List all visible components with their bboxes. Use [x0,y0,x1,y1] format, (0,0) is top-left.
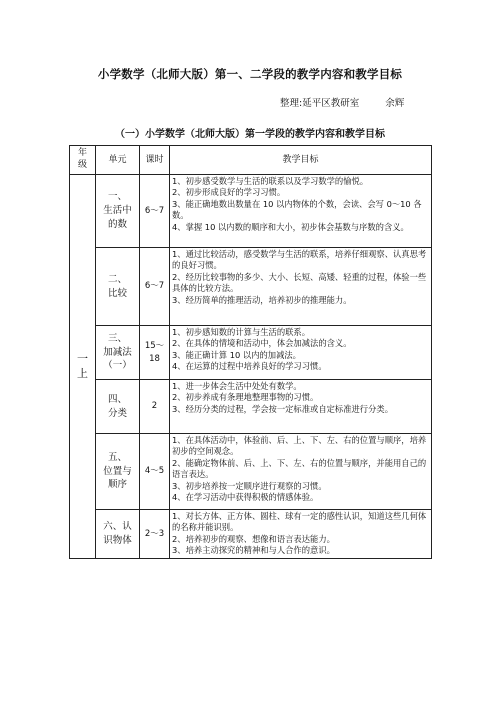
header-unit: 单元 [96,146,140,175]
table-row [70,248,432,326]
section-title: （一）小学数学（北师大版）第一学段的教学内容和教学目标 [115,129,385,140]
header-grade: 年 级 [70,146,96,175]
objective-item: 1、在具体活动中，体验前、后、上、下、左、右的位置与顺序，培养初步的空间观念。 [172,435,427,457]
unit-cell: 三、 加减法 （一） [96,326,140,380]
header-objectives: 教学目标 [170,146,432,175]
table-row [70,326,432,380]
objective-item: 2、能确定物体前、后、上、下、左、右的位置与顺序，并能用自己的语言表达。 [172,457,427,480]
author-line [280,95,404,109]
table-header-row [70,146,432,175]
unit-cell: 一、 生活中 的数 [96,175,140,248]
compiler-label: 整理:延平区教研室 [280,98,360,109]
objective-item: 1、初步感知数的计算与生活的联系。 [172,327,311,337]
hours-cell: 4～5 [140,434,170,510]
objective-item: 1、对长方体、正方体、圆柱、球有一定的感性认识，知道这些几何体的名称并能识别。 [172,511,427,533]
objective-item: 3、初步培养按一定顺序进行观察的习惯。 [172,480,327,491]
grade-cell: 一 上 [70,175,96,559]
unit-cell: 二、 比较 [96,248,140,326]
objective-item: 2、培养初步的观察、想像和语言表达能力。 [172,533,335,544]
author-name: 余辉 [385,98,405,109]
curriculum-table [69,145,432,559]
objective-item: 2、初步形成良好的学习习惯。 [172,187,286,198]
objective-item: 3、经历简单的推理活动，培养初步的推理能力。 [172,294,352,305]
objective-item: 1、进一步体会生活中处处有数学。 [172,381,302,391]
table-row [70,175,432,248]
objective-item: 1、初步感受数学与生活的联系以及学习数学的愉悦。 [172,176,369,186]
objective-item: 1、通过比较活动，感受数学与生活的联系，培养仔细观察、认真思考的良好习惯。 [172,249,427,271]
objective-item: 4、在运算的过程中培养良好的学习习惯。 [172,361,327,372]
objective-item: 4、掌握 10 以内数的顺序和大小，初步体会基数与序数的含义。 [172,221,409,232]
unit-cell: 五、 位置与 顺序 [96,434,140,510]
objectives-cell [170,510,432,559]
hours-cell: 6～7 [140,248,170,326]
objective-item: 2、经历比较事物的多少、大小、长短、高矮、轻重的过程，体验一些具体的比较方法。 [172,271,427,294]
objective-item: 3、经历分类的过程，学会按一定标准或自定标准进行分类。 [172,403,393,414]
hours-cell: 6～7 [140,175,170,248]
objective-item: 3、能正确地数出数量在 10 以内物体的个数，会读、会写 0～10 各数。 [172,198,422,221]
document-title: 小学数学（北师大版）第一、二学段的教学内容和教学目标 [97,67,403,81]
objective-item: 3、能正确计算 10 以内的加减法。 [172,349,301,360]
objective-item: 2、在具体的情境和活动中，体会加减法的含义。 [172,338,352,349]
table-row [70,434,432,510]
header-hours: 课时 [140,146,170,175]
table-body [70,175,432,559]
table-row [70,510,432,559]
table-row [70,380,432,434]
objective-item: 2、初步养成有条理地整理事物的习惯。 [172,392,319,403]
objectives-cell [170,380,432,434]
objective-item: 3、培养主动探究的精神和与人合作的意识。 [172,545,335,556]
unit-cell: 四、 分类 [96,380,140,434]
hours-cell: 15～ 18 [140,326,170,380]
unit-cell: 六、认 识物体 [96,510,140,559]
hours-cell: 2～3 [140,510,170,559]
objectives-cell [170,326,432,380]
hours-cell: 2 [140,380,170,434]
objective-item: 4、在学习活动中获得积极的情感体验。 [172,492,319,503]
objectives-cell [170,175,432,248]
objectives-cell [170,434,432,510]
objectives-cell [170,248,432,326]
